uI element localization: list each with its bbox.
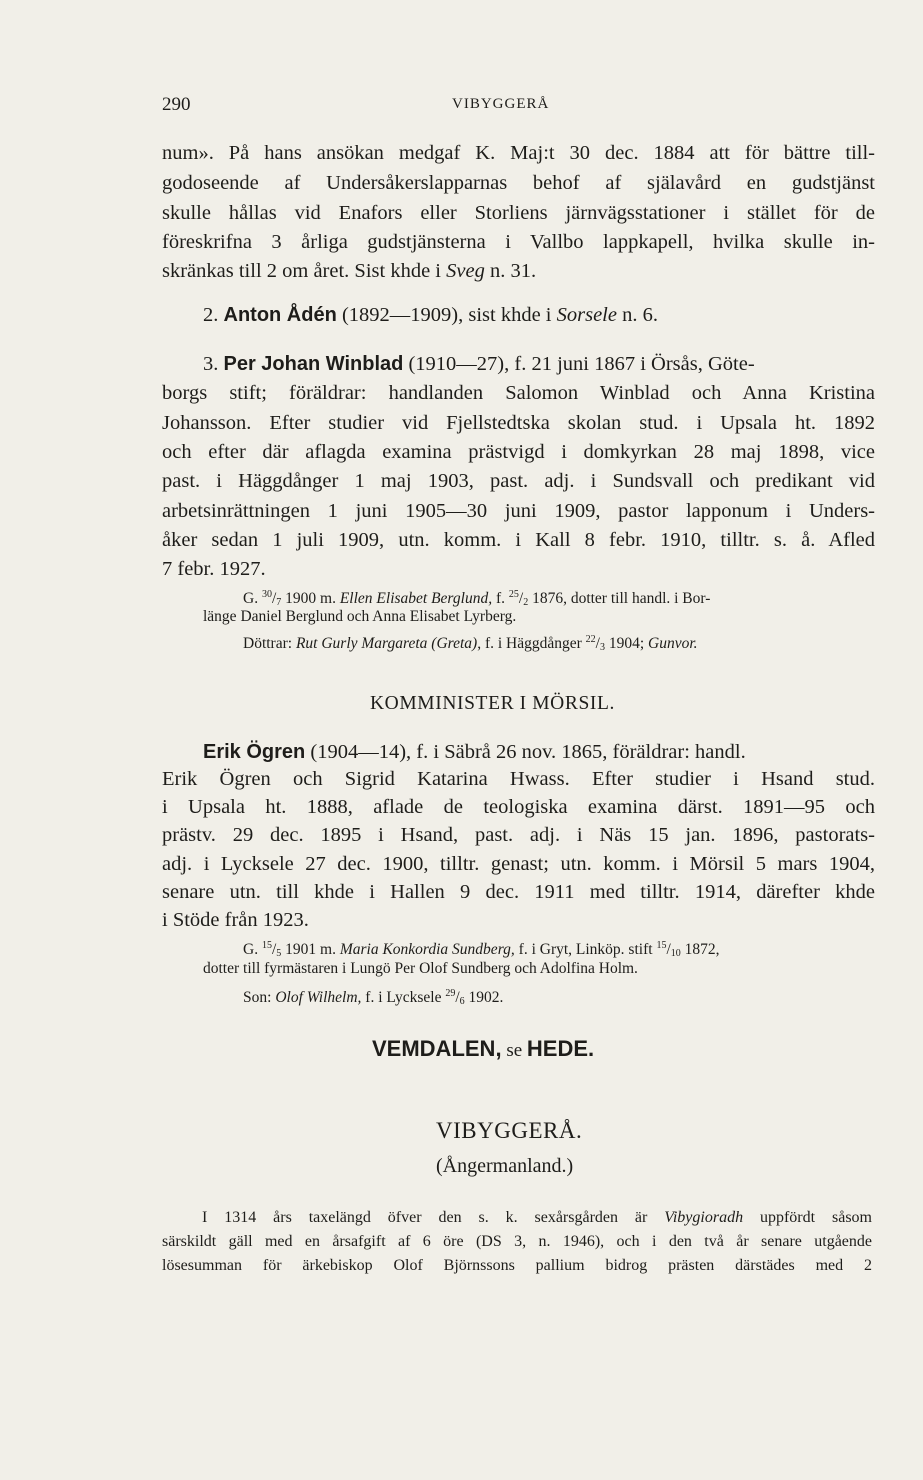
para1-line-4: föreskrifna 3 årliga gudstjänsterna i Vallbo lappkapell, hvilka skulle in- (162, 231, 875, 253)
note-text: , f. i Häggdånger (477, 635, 586, 652)
person-name: Per Johan Winblad (223, 353, 404, 375)
ogren-line-4: prästv. 29 dec. 1895 i Hsand, past. adj. i Näs 15 jan. 1896, pastorats- (162, 824, 875, 846)
subheading-angermanland: (Ångermanland.) (436, 1155, 574, 1177)
running-title: VIBYGGERÅ (452, 96, 550, 112)
date-fraction: $^{15}/_{10}$ (656, 940, 681, 959)
winblad-line-8: 7 febr. 1927. (162, 558, 266, 580)
winblad-line-7: åker sedan 1 juli 1909, utn. komm. i Kall 8 febr. 1910, tilltr. s. å. Afled (162, 529, 875, 551)
intro-text: I 1314 års taxelängd öfver den s. k. sexårsgården är (202, 1209, 665, 1226)
para1-line-3: skulle hållas vid Enafors eller Storliens järnvägsstationer i stället för de (162, 202, 875, 224)
parish-name: HEDE. (526, 1036, 595, 1061)
note-label: Son: (243, 989, 276, 1006)
winblad-line-4: och efter där aflagda examina prästvigd i domkyrkan 28 maj 1898, vice (162, 441, 875, 463)
spouse-name: Maria Konkordia Sundberg, (339, 941, 515, 958)
person-name: Anton Ådén (223, 304, 337, 326)
para1-line-1: num». På hans ansökan medgaf K. Maj:t 30 dec. 1884 att för bättre till- (162, 142, 875, 164)
place-sveg: Sveg (446, 260, 485, 282)
child-name: Olof Wilhelm, (275, 989, 362, 1006)
entry-text: (1892—1909), sist khde i (336, 304, 557, 326)
child-nickname: (Greta) (427, 635, 478, 652)
winblad-line-2: borgs stift; föräldrar: handlanden Salomon Winblad och Anna Kristina (162, 382, 875, 404)
ogren-line-3: i Upsala ht. 1888, aflade de teologiska examina därst. 1891—95 och (162, 796, 875, 818)
spouse-name: Ellen Elisabet Berglund, (339, 590, 493, 607)
ogren-son (243, 983, 503, 1013)
note-label: Döttrar: (243, 635, 296, 652)
note-text: 1900 m. (281, 590, 340, 607)
note-text: 1902. (464, 989, 504, 1006)
date-fraction: $^{29}/_6$ (445, 988, 465, 1007)
note-text: 1901 m. (281, 941, 340, 958)
historic-name: Vibygioradh (664, 1209, 744, 1226)
entry-text: (1904—14), f. i Säbrå 26 nov. 1865, föräldrar: handl. (305, 741, 746, 763)
ogren-line-5: adj. i Lycksele 27 dec. 1900, tilltr. genast; utn. komm. i Mörsil 5 mars 1904, (162, 853, 875, 875)
ogren-line-7: i Stöde från 1923. (162, 909, 309, 931)
note-text: f. (492, 590, 509, 607)
entry-winblad-first (203, 350, 755, 378)
vibyggera-line-1 (202, 1207, 872, 1229)
para1-text: skränkas till 2 om året. Sist khde i (162, 260, 447, 282)
entry-aden (203, 301, 658, 329)
child-name: Gunvor. (648, 635, 698, 652)
place-sorsele: Sorsele (556, 304, 617, 326)
note-text: 1904; (604, 635, 649, 652)
person-name: Erik Ögren (203, 741, 306, 763)
heading-vibyggera: VIBYGGERÅ. (436, 1118, 583, 1143)
see-reference: se (501, 1040, 527, 1061)
entry-text: (1910—27), f. 21 juni 1867 i Örsås, Göte- (403, 353, 755, 375)
intro-text: uppfördt såsom (743, 1209, 872, 1226)
note-text: 1872, (680, 941, 720, 958)
ogren-line-2: Erik Ögren och Sigrid Katarina Hwass. Efter studier i Hsand stud. (162, 768, 875, 790)
para1-line-5 (162, 257, 536, 285)
section-heading-morsil: KOMMINISTER I MÖRSIL. (370, 693, 615, 714)
date-fraction: $^{15}/_5$ (261, 940, 282, 959)
winblad-line-5: past. i Häggdånger 1 maj 1903, past. adj. i Sundsvall och predikant vid (162, 470, 875, 492)
parish-name: VEMDALEN, (372, 1036, 502, 1061)
date-fraction: $^{30}/_7$ (261, 589, 282, 608)
entry-number: 3. (203, 353, 219, 375)
winblad-note-line-2: länge Daniel Berglund och Anna Elisabet Lyrberg. (203, 608, 517, 625)
note-prefix: G. (243, 941, 262, 958)
date-fraction: $^{22}/_3$ (585, 634, 605, 653)
entry-number: 2. (203, 304, 219, 326)
note-prefix: G. (243, 590, 262, 607)
ogren-line-6: senare utn. till khde i Hallen 9 dec. 1911 med tilltr. 1914, därefter khde (162, 881, 875, 903)
winblad-line-6: arbetsinrättningen 1 juni 1905—30 juni 1909, pastor lapponum i Unders- (162, 500, 875, 522)
note-text: f. i Gryt, Linköp. stift (514, 941, 657, 958)
para1-tail: n. 31. (484, 260, 537, 282)
ogren-first (203, 738, 746, 766)
winblad-line-3: Johansson. Efter studier vid Fjellstedtska skolan stud. i Upsala ht. 1892 (162, 412, 875, 434)
note-text: 1876, dotter till handl. i Bor- (528, 590, 711, 607)
child-name: Rut Gurly Margareta (295, 635, 428, 652)
note-text: f. i Lycksele (361, 989, 446, 1006)
vibyggera-line-2: särskildt gäll med en årsafgift af 6 öre (DS 3, n. 1946), och i den två år senare utgående (162, 1233, 872, 1250)
date-fraction: $^{25}/_2$ (508, 589, 529, 608)
para1-line-2: godoseende af Undersåkerslapparnas behof af själavård en gudstjänst (162, 172, 875, 194)
winblad-daughters (243, 629, 698, 659)
ogren-note-line-2: dotter till fyrmästaren i Lungö Per Olof Sundberg och Adolfina Holm. (203, 960, 638, 977)
entry-tail: n. 6. (616, 304, 658, 326)
heading-vemdalen (372, 1036, 594, 1062)
vibyggera-line-3: lösesumman för ärkebiskop Olof Björnssons pallium bidrog prästen därstädes med 2 (162, 1257, 872, 1274)
page-number: 290 (162, 94, 191, 115)
